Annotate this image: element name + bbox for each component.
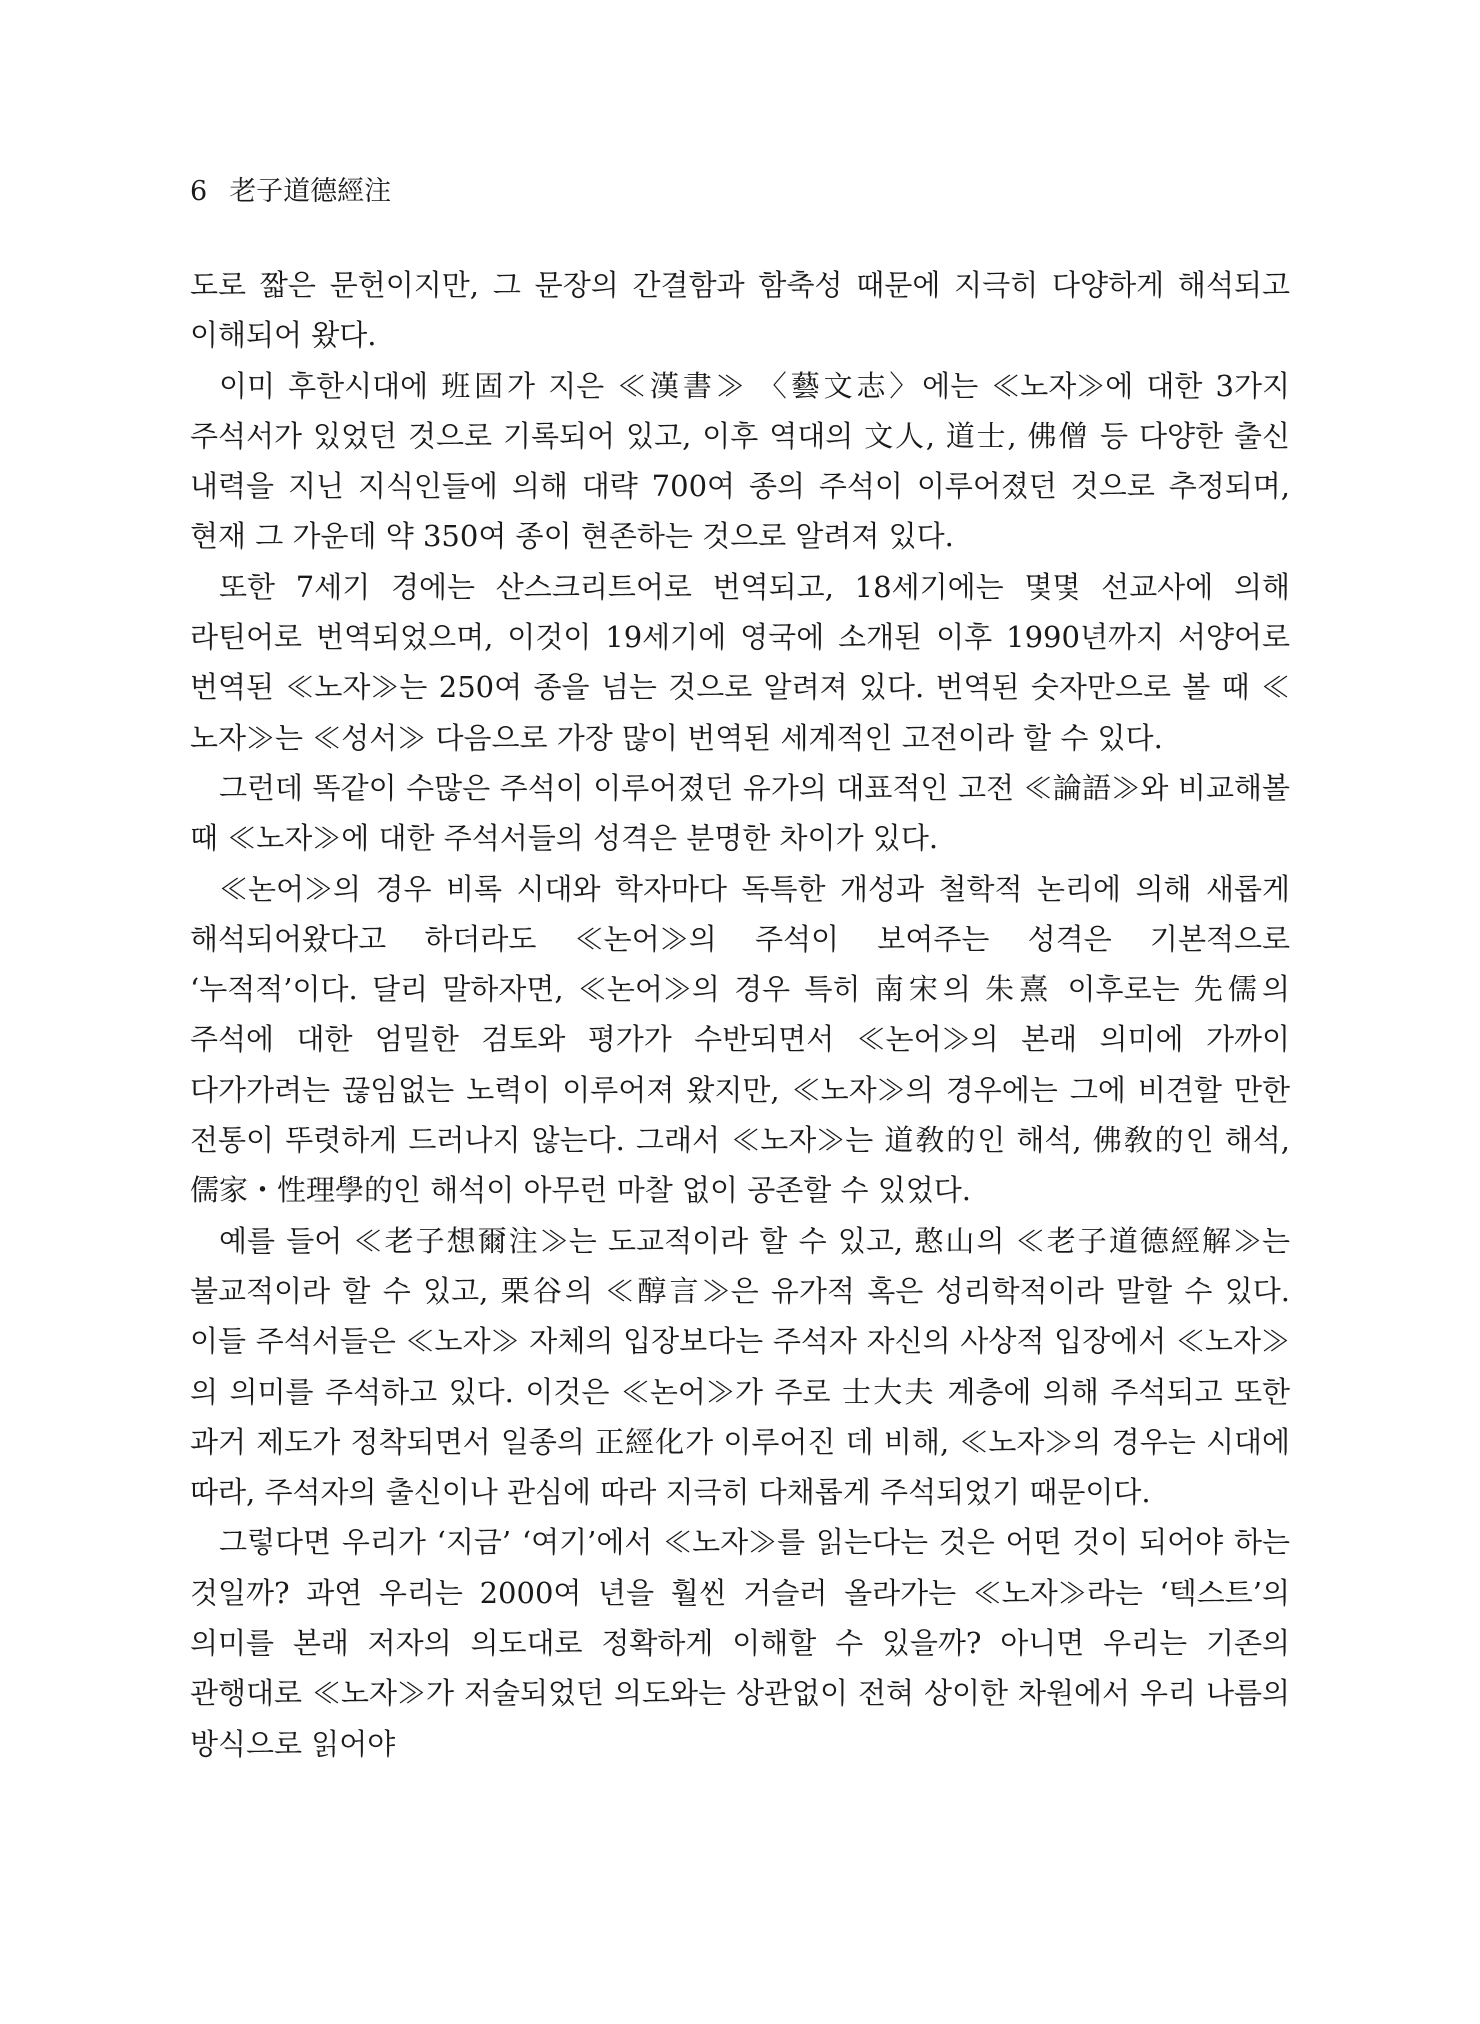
running-head (190, 172, 391, 212)
paragraph-translation-history: 또한 7세기 경에는 산스크리트어로 번역되고, 18세기에는 몇몇 선교사에 의해 라틴어로 번역되었으며, 이것이 19세기에 영국에 소개된 이후 1990년까지 서양어로 번역된 ≪노자≫는 250여 종을 넘는 것으로 알려져 있다. 번역된 숫자만으로 볼 때 ≪노자≫는 ≪성서≫ 다음으로 가장 많이 번역된 세계적인 고전이라 할 수 있다. (190, 569, 1290, 755)
page-number: 6 (190, 176, 208, 207)
paragraph-reading-question: 그렇다면 우리가 ‘지금’ ‘여기’에서 ≪노자≫를 읽는다는 것은 어떤 것이 되어야 하는 것일까? 과연 우리는 2000여 년을 훨씬 거슬러 올라가는 ≪노자≫라는 ‘텍스트’의 의미를 본래 저자의 의도대로 정확하게 이해할 수 있을까? 아니면 우리는 기존의 관행대로 ≪노자≫가 저술되었던 의도와는 상관없이 전혀 상이한 차원에서 우리 나름의 방식으로 읽어야 (190, 1525, 1290, 1761)
paragraph-analects-commentary: ≪논어≫의 경우 비록 시대와 학자마다 독특한 개성과 철학적 논리에 의해 새롭게 해석되어왔다고 하더라도 ≪논어≫의 주석이 보여주는 성격은 기본적으로 ‘누적적’이다. 달리 말하자면, ≪논어≫의 경우 특히 南宋의 朱熹 이후로는 先儒의 주석에 대한 엄밀한 검토와 평가가 수반되면서 ≪논어≫의 본래 의미에 가까이 다가가려는 끊임없는 노력이 이루어져 왔지만, ≪노자≫의 경우에는 그에 비견할 만한 전통이 뚜렷하게 드러나지 않는다. 그래서 ≪노자≫는 道敎的인 해석, 佛敎的인 해석, 儒家・性理學的인 해석이 아무런 마찰 없이 공존할 수 있었다. (190, 871, 1290, 1208)
book-title: 老子道德經注 (229, 176, 392, 207)
paragraph-commentary-history: 이미 후한시대에 班固가 지은 ≪漢書≫ 〈藝文志〉에는 ≪노자≫에 대한 3가지 주석서가 있었던 것으로 기록되어 있고, 이후 역대의 文人, 道士, 佛僧 등 다양한 출신 내력을 지닌 지식인들에 의해 대략 700여 종의 주석이 이루어졌던 것으로 추정되며, 현재 그 가운데 약 350여 종이 현존하는 것으로 알려져 있다. (190, 368, 1290, 554)
paragraph-comparison-analects: 그런데 똑같이 수많은 주석이 이루어졌던 유가의 대표적인 고전 ≪論語≫와 비교해볼 때 ≪노자≫에 대한 주석서들의 성격은 분명한 차이가 있다. (190, 770, 1290, 856)
paragraph-continuation: 도로 짧은 문헌이지만, 그 문장의 간결함과 함축성 때문에 지극히 다양하게 해석되고 이해되어 왔다. (190, 268, 1290, 353)
paragraph-commentary-examples: 예를 들어 ≪老子想爾注≫는 도교적이라 할 수 있고, 憨山의 ≪老子道德經解≫는 불교적이라 할 수 있고, 栗谷의 ≪醇言≫은 유가적 혹은 성리학적이라 말할 수 있다. 이들 주석서들은 ≪노자≫ 자체의 입장보다는 주석자 자신의 사상적 입장에서 ≪노자≫의 의미를 주석하고 있다. 이것은 ≪논어≫가 주로 士大夫 계층에 의해 주석되고 또한 과거 제도가 정착되면서 일종의 正經化가 이루어진 데 비해, ≪노자≫의 경우는 시대에 따라, 주석자의 출신이나 관심에 따라 지극히 다채롭게 주석되었기 때문이다. (190, 1223, 1290, 1510)
body-text (190, 260, 1290, 1769)
